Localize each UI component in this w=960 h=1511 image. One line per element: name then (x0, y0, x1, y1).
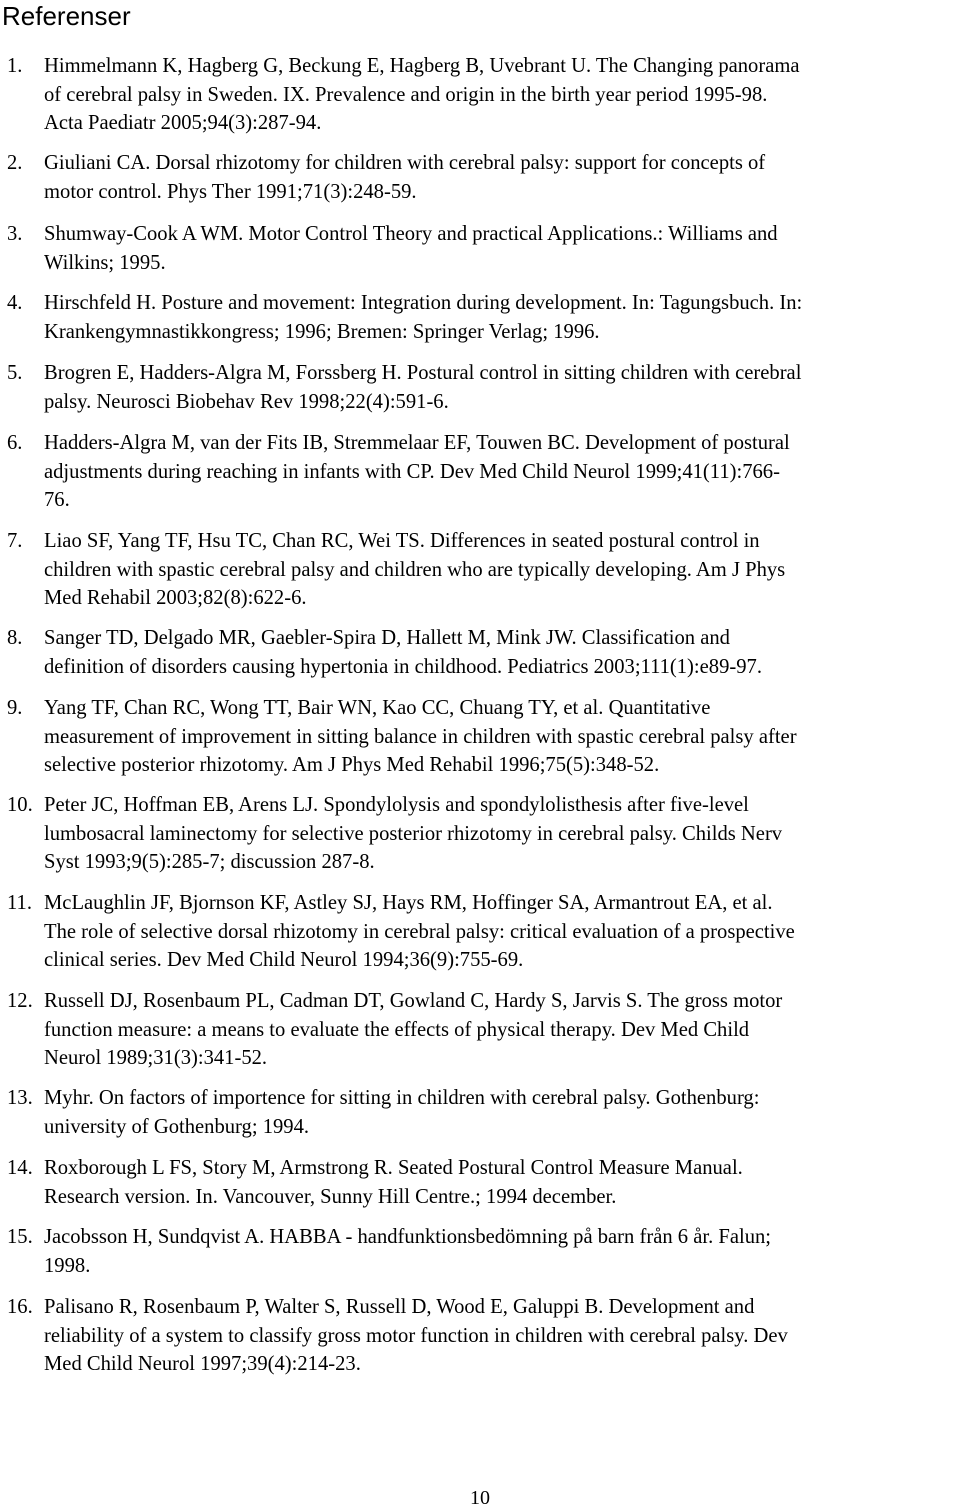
reference-line: definition of disorders causing hypertonia in childhood. Pediatrics 2003;111(1):e89-97. (44, 655, 762, 678)
reference-number: 6. (7, 432, 23, 454)
reference-text (44, 220, 958, 277)
reference-line: Brogren E, Hadders-Algra M, Forssberg H. Postural control in sitting children with cerebral (44, 362, 802, 384)
reference-text (44, 1293, 958, 1379)
reference-number: 4. (7, 292, 23, 314)
reference-line: Krankengymnastikkongress; 1996; Bremen: Springer Verlag; 1996. (44, 320, 600, 343)
reference-text (44, 1223, 958, 1280)
reference-line: of cerebral palsy in Sweden. IX. Prevalence and origin in the birth year period 1995-98. (44, 83, 768, 106)
reference-line: palsy. Neurosci Biobehav Rev 1998;22(4):591-6. (44, 390, 449, 413)
reference-text (44, 429, 958, 515)
page-number: 10 (470, 1487, 490, 1509)
reference-line: 1998. (44, 1254, 91, 1277)
reference-text (44, 624, 958, 681)
reference-line: Myhr. On factors of importence for sitting in children with cerebral palsy. Gothenburg: (44, 1087, 760, 1109)
reference-line: university of Gothenburg; 1994. (44, 1115, 310, 1138)
reference-line: measurement of improvement in sitting balance in children with spastic cerebral palsy after (44, 725, 797, 748)
reference-number: 2. (7, 152, 23, 174)
reference-number: 14. (7, 1157, 33, 1179)
reference-line: Roxborough L FS, Story M, Armstrong R. Seated Postural Control Measure Manual. (44, 1157, 743, 1179)
reference-line: children with spastic cerebral palsy and children who are typically developing. Am J Phys (44, 558, 786, 581)
reference-number: 1. (7, 55, 23, 77)
reference-text (44, 289, 958, 346)
reference-line: Med Rehabil 2003;82(8):622-6. (44, 587, 307, 610)
reference-text (44, 694, 958, 780)
reference-text (44, 791, 958, 877)
reference-number: 12. (7, 990, 33, 1012)
reference-line: Syst 1993;9(5):285-7; discussion 287-8. (44, 851, 375, 874)
reference-number: 8. (7, 627, 23, 649)
reference-text (44, 149, 958, 206)
reference-line: clinical series. Dev Med Child Neurol 1994;36(9):755-69. (44, 949, 524, 972)
reference-line: function measure: a means to evaluate the effects of physical therapy. Dev Med Child (44, 1018, 750, 1041)
reference-line: Wilkins; 1995. (44, 251, 166, 274)
reference-number: 9. (7, 697, 23, 719)
reference-line: lumbosacral laminectomy for selective posterior rhizotomy in cerebral palsy. Childs Nerv (44, 822, 783, 845)
reference-text (44, 1154, 958, 1211)
reference-line: Shumway-Cook A WM. Motor Control Theory and practical Applications.: Williams and (44, 223, 778, 245)
reference-line: The role of selective dorsal rhizotomy in cerebral palsy: critical evaluation of a prospective (44, 920, 795, 943)
reference-line: Neurol 1989;31(3):341-52. (44, 1047, 268, 1070)
reference-line: Med Child Neurol 1997;39(4):214-23. (44, 1353, 361, 1376)
reference-line: Research version. In. Vancouver, Sunny Hill Centre.; 1994 december. (44, 1185, 617, 1208)
reference-number: 7. (7, 530, 23, 552)
reference-number: 15. (7, 1226, 33, 1248)
reference-line: Himmelmann K, Hagberg G, Beckung E, Hagberg B, Uvebrant U. The Changing panorama (44, 55, 800, 77)
reference-line: motor control. Phys Ther 1991;71(3):248-59. (44, 180, 417, 203)
reference-text (44, 527, 958, 613)
reference-text (44, 987, 958, 1073)
reference-number: 5. (7, 362, 23, 384)
reference-line: 76. (44, 489, 70, 512)
reference-line: adjustments during reaching in infants with CP. Dev Med Child Neurol 1999;41(11):766- (44, 460, 780, 483)
reference-line: Yang TF, Chan RC, Wong TT, Bair WN, Kao CC, Chuang TY, et al. Quantitative (44, 697, 711, 719)
reference-text (44, 359, 958, 416)
reference-line: reliability of a system to classify gross motor function in children with cerebral palsy. Dev (44, 1324, 788, 1347)
reference-number: 11. (7, 892, 32, 914)
reference-number: 10. (7, 794, 33, 816)
reference-text (44, 1084, 958, 1141)
reference-line: selective posterior rhizotomy. Am J Phys Med Rehabil 1996;75(5):348-52. (44, 754, 660, 777)
reference-line: Giuliani CA. Dorsal rhizotomy for children with cerebral palsy: support for concepts of (44, 152, 766, 174)
reference-number: 16. (7, 1296, 33, 1318)
reference-line: Acta Paediatr 2005;94(3):287-94. (44, 112, 322, 135)
reference-text (44, 889, 958, 975)
reference-line: McLaughlin JF, Bjornson KF, Astley SJ, Hays RM, Hoffinger SA, Armantrout EA, et al. (44, 892, 773, 914)
reference-line: Palisano R, Rosenbaum P, Walter S, Russell D, Wood E, Galuppi B. Development and (44, 1296, 755, 1318)
reference-number: 13. (7, 1087, 33, 1109)
reference-text (44, 52, 958, 138)
reference-line: Jacobsson H, Sundqvist A. HABBA - handfunktionsbedömning på barn från 6 år. Falun; (44, 1226, 772, 1248)
reference-line: Peter JC, Hoffman EB, Arens LJ. Spondylolysis and spondylolisthesis after five-level (44, 794, 749, 816)
reference-line: Hirschfeld H. Posture and movement: Integration during development. In: Tagungsbuch. In: (44, 292, 803, 314)
page-heading: Referenser (2, 1, 131, 31)
reference-line: Sanger TD, Delgado MR, Gaebler-Spira D, Hallett M, Mink JW. Classification and (44, 627, 730, 649)
reference-number: 3. (7, 223, 23, 245)
reference-line: Hadders-Algra M, van der Fits IB, Stremmelaar EF, Touwen BC. Development of postural (44, 432, 790, 454)
reference-line: Russell DJ, Rosenbaum PL, Cadman DT, Gowland C, Hardy S, Jarvis S. The gross motor (44, 990, 783, 1012)
reference-line: Liao SF, Yang TF, Hsu TC, Chan RC, Wei TS. Differences in seated postural control in (44, 530, 760, 552)
